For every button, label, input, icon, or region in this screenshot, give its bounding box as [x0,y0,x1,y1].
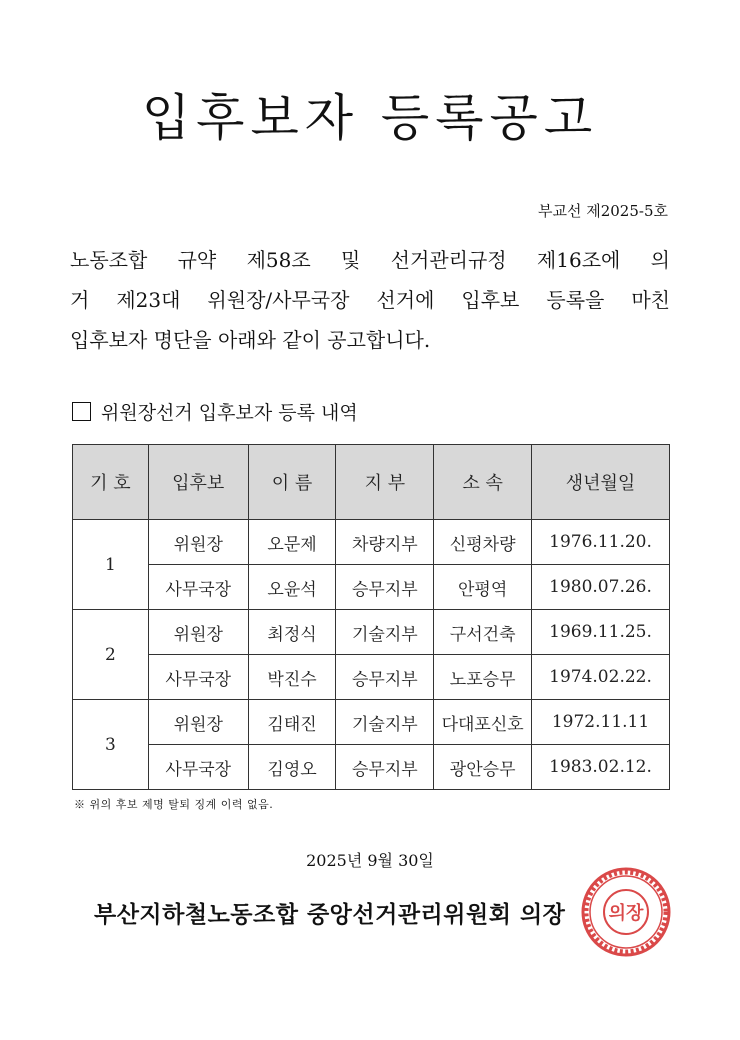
cell-branch: 승무지부 [336,655,434,700]
cell-branch: 차량지부 [336,520,434,565]
cell-name: 김영오 [248,745,336,790]
table-header-row [73,445,670,520]
header-position: 입후보 [148,445,248,520]
cell-birthdate: 1974.02.22. [532,655,670,700]
cell-position: 사무국장 [148,655,248,700]
table-row [73,700,670,745]
cell-name: 최정식 [248,610,336,655]
table-row [73,565,670,610]
candidate-number: 3 [73,700,149,790]
intro-line: 거 제23대 위원장/사무국장 선거에 입후보 등록을 마친 [70,288,670,312]
table-row [73,520,670,565]
cell-position: 위원장 [148,520,248,565]
cell-birthdate: 1983.02.12. [532,745,670,790]
cell-branch: 기술지부 [336,610,434,655]
intro-paragraph [70,240,670,360]
cell-affiliation: 안평역 [434,565,532,610]
signer-line: 부산지하철노동조합 중앙선거관리위원회 의장 [94,902,566,928]
header-branch: 지 부 [336,445,434,520]
cell-branch: 기술지부 [336,700,434,745]
section-title: 위원장선거 입후보자 등록 내역 [101,402,358,424]
cell-position: 위원장 [148,610,248,655]
header-name: 이 름 [248,445,336,520]
cell-affiliation: 다대포신호 [434,700,532,745]
header-birthdate: 생년월일 [532,445,670,520]
cell-branch: 승무지부 [336,745,434,790]
cell-name: 김태진 [248,700,336,745]
cell-affiliation: 구서건축 [434,610,532,655]
table-row [73,745,670,790]
cell-birthdate: 1969.11.25. [532,610,670,655]
cell-birthdate: 1976.11.20. [532,520,670,565]
footnote: ※ 위의 후보 제명 탈퇴 징계 이력 없음. [74,798,274,811]
header-number: 기 호 [73,445,149,520]
cell-position: 사무국장 [148,565,248,610]
cell-position: 사무국장 [148,745,248,790]
announcement-date: 2025년 9월 30일 [306,851,434,870]
intro-line: 입후보자 명단을 아래와 같이 공고합니다. [70,328,431,352]
cell-name: 박진수 [248,655,336,700]
cell-birthdate: 1980.07.26. [532,565,670,610]
table-row [73,610,670,655]
cell-name: 오윤석 [248,565,336,610]
cell-affiliation: 노포승무 [434,655,532,700]
candidate-number: 1 [73,520,149,610]
checkbox-icon [72,402,91,421]
page-title: 입후보자 등록공고 [141,89,599,147]
header-affiliation: 소 속 [434,445,532,520]
cell-branch: 승무지부 [336,565,434,610]
cell-name: 오문제 [248,520,336,565]
candidate-table [72,444,670,790]
official-seal-icon [580,866,672,958]
cell-affiliation: 신평차량 [434,520,532,565]
document-number: 부교선 제2025-5호 [537,202,668,220]
section-heading [72,398,358,425]
cell-affiliation: 광안승무 [434,745,532,790]
candidate-number: 2 [73,610,149,700]
intro-line: 노동조합 규약 제58조 및 선거관리규정 제16조에 의 [70,248,670,272]
cell-position: 위원장 [148,700,248,745]
seal-text: 의장 [608,903,644,924]
cell-birthdate: 1972.11.11 [532,700,670,745]
table-row [73,655,670,700]
